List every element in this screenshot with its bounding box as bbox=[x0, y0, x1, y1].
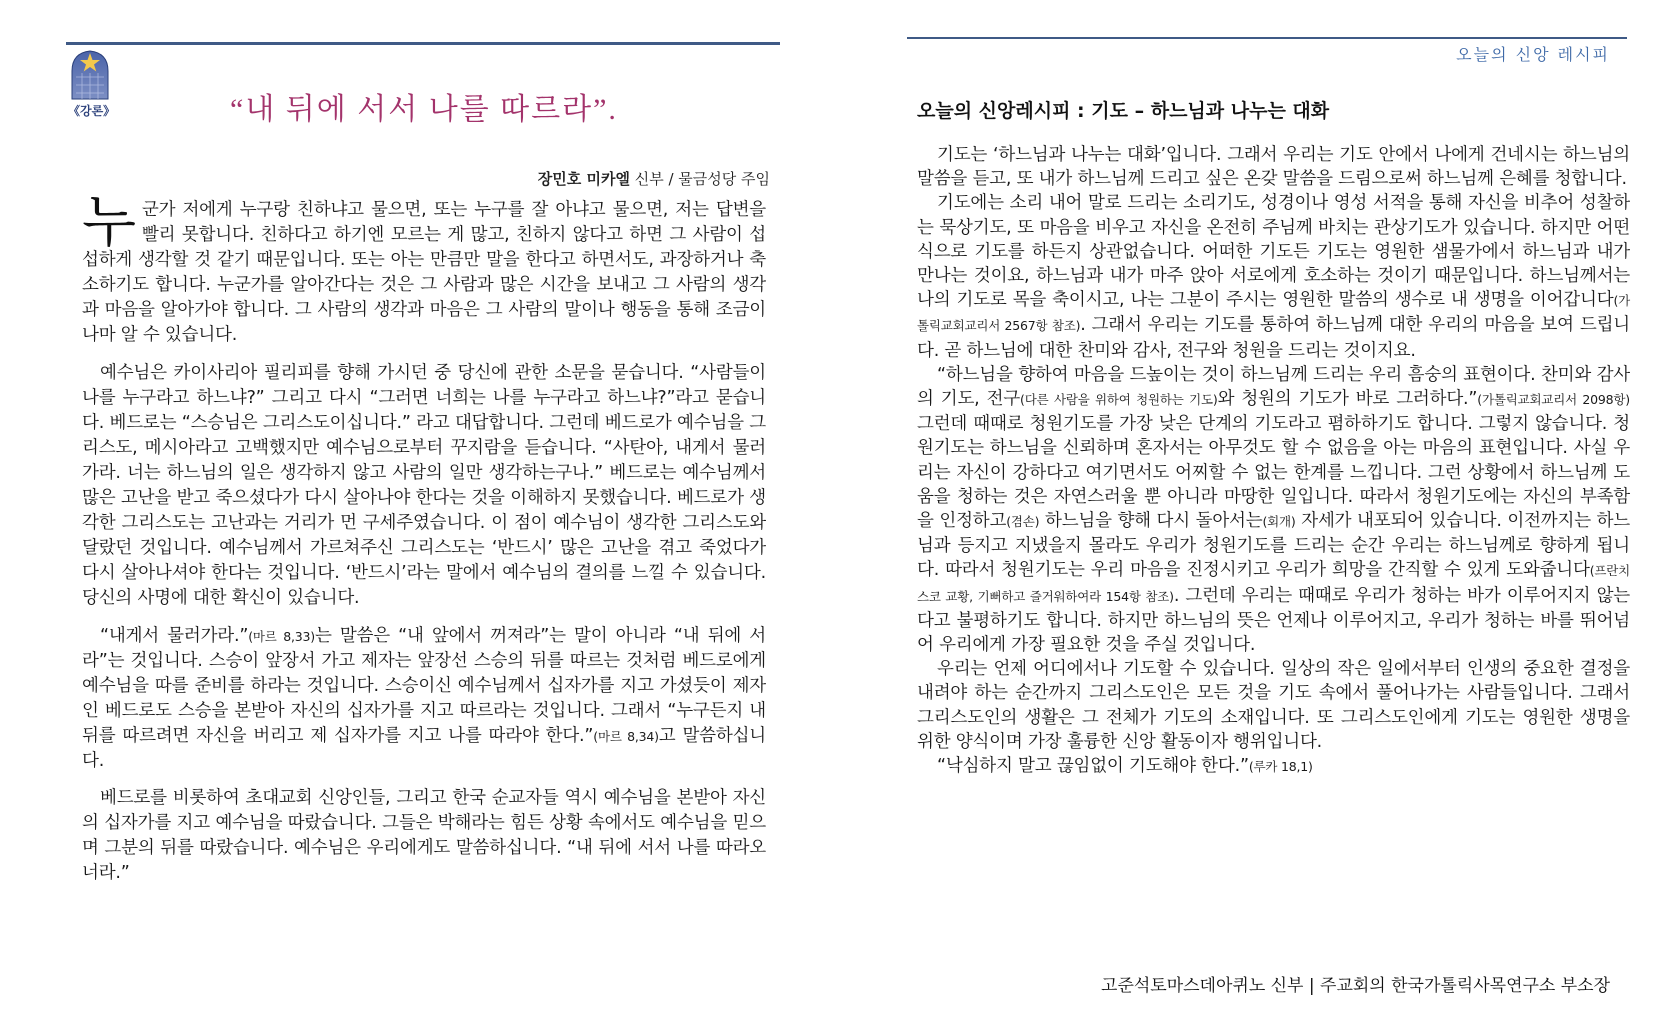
paragraph-text: “하느님을 향하여 마음을 드높이는 것이 하느님께 드리는 우리 흠숭의 표현이다. 찬미와 감사의 기도, 전구 bbox=[917, 364, 1630, 410]
paragraph bbox=[917, 143, 1630, 191]
drop-cap: 누 bbox=[82, 192, 136, 254]
paragraph bbox=[82, 786, 766, 886]
paragraph bbox=[82, 624, 766, 775]
logo-caption: 《강론》 bbox=[68, 104, 116, 118]
right-page bbox=[880, 0, 1680, 1020]
paragraph-text: “낙심하지 말고 끊임없이 기도해야 한다.” bbox=[937, 756, 1249, 777]
star-dome-icon bbox=[68, 47, 112, 103]
paragraph bbox=[917, 754, 1630, 779]
paragraph-text: 기도에는 소리 내어 말로 드리는 소리기도, 성경이나 영성 서적을 통해 자신을 비추어 성찰하는 묵상기도, 또 마음을 비우고 자신을 온전히 주님께 바치는 관상기도가 있습니다. 하지만 어떤 식으로 기도를 하든지 상관없습니다. 어떠한 기도든 기도는 영원한 샘물가에서 하느님과 내가 만나는 것이요, 하느님과 내가 마주 앉아 서로에게 호소하는 것이기 때문입니다. 하느님께서는 나의 기도로 목을 축이시고, 나는 그분이 주시는 영원한 말씀의 생수로 내 생명을 이어갑니다 bbox=[917, 193, 1630, 311]
byline bbox=[538, 168, 770, 189]
reference-citation: (다른 사람을 위하여 청원하는 기도) bbox=[1020, 392, 1218, 408]
section-heading: 오늘의 신앙레시피 : 기도 – 하느님과 나누는 대화 bbox=[917, 100, 1330, 122]
reference-citation: (가톨릭교회교리서 2098항) bbox=[1477, 392, 1630, 408]
paragraph-text: 하느님을 향해 다시 돌아서는 bbox=[1039, 511, 1263, 532]
paragraph bbox=[917, 657, 1630, 754]
paragraph-text: “내게서 물러가라.” bbox=[100, 625, 249, 646]
paragraph-text: 기도는 ‘하느님과 나누는 대화’입니다. 그래서 우리는 기도 안에서 나에게 건네시는 하느님의 말씀을 듣고, 또 내가 하느님께 드리고 싶은 온갖 말씀을 드림으로써 하느님께 은혜를 청합니다. bbox=[917, 145, 1630, 190]
paragraph-text: 와 청원의 기도가 바로 그러하다.” bbox=[1217, 389, 1478, 410]
homily-body bbox=[82, 192, 766, 898]
paragraph-text: 군가 저에게 누구랑 친하냐고 물으면, 또는 누구를 잘 아냐고 물으면, 저는 답변을 빨리 못합니다. 친하다고 하기엔 모르는 게 많고, 친하지 않다고 하면 그 사람이 섭섭하게 생각할 것 같기 때문입니다. 또는 아는 만큼만 말을 한다고 하면서도, 과장하거나 축소하기도 합니다. 누군가를 알아간다는 것은 그 사람과 많은 시간을 보내고 그 사람의 생각과 마음을 알아가야 합니다. 그 사람의 생각과 마음은 그 사람의 말이나 행동을 통해 조금이나마 알 수 있습니다. bbox=[82, 200, 766, 346]
paragraph-text: 베드로를 비롯하여 초대교회 신앙인들, 그리고 한국 순교자들 역시 예수님을 본받아 자신의 십자가를 지고 예수님을 따랐습니다. 그들은 박해라는 힘든 상황 속에서도 예수님을 믿으며 그분의 뒤를 따랐습니다. 예수님은 우리에게도 말씀하십니다. “내 뒤에 서서 나를 따라오너라.” bbox=[82, 788, 766, 884]
paragraph bbox=[82, 361, 766, 612]
top-rule-right bbox=[907, 37, 1627, 39]
reference-citation: (마르 8,34) bbox=[593, 728, 659, 744]
paragraph-text: 는 말씀은 “내 앞에서 꺼져라”는 말이 아니라 “내 뒤에 서라”는 것입니다. 스승이 앞장서 가고 제자는 앞장선 스승의 뒤를 따르는 것처럼 베드로에게 예수님을 따를 준비를 하라는 것입니다. 스승이신 예수님께서 십자가를 지고 가셨듯이 제자인 베드로도 스승을 본받아 자신의 십자가를 지고 따르라는 것입니다. 그래서 “누구든지 내 뒤를 따르려면 자신을 버리고 제 십자가를 지고 나를 따라야 한다.” bbox=[82, 625, 766, 746]
author-signature: 고준석토마스데아퀴노 신부 | 주교회의 한국가톨릭사목연구소 부소장 bbox=[1101, 976, 1610, 996]
paragraph-text: 그런데 때때로 청원기도를 가장 낮은 단계의 기도라고 폄하하기도 합니다. 그렇지 않습니다. 청원기도는 하느님을 신뢰하며 혼자서는 아무것도 할 수 없음을 아는 마음의 표현입니다. 사실 우리는 자신이 강하다고 여기면서도 어찌할 수 없는 한계를 느낍니다. 그런 상황에서 하느님께 도움을 청하는 것은 자연스러울 뿐 아니라 마땅한 일입니다. 따라서 청원기도에는 자신의 부족함을 인정하고 bbox=[917, 414, 1630, 532]
paragraph-text: 우리는 언제 어디에서나 기도할 수 있습니다. 일상의 작은 일에서부터 인생의 중요한 결정을 내려야 하는 순간까지 그리스도인은 모든 것을 기도 속에서 풀어나가는 사람들입니다. 그래서 그리스도인의 생활은 그 전체가 기도의 소재입니다. 또 그리스도인에게 기도는 영원한 생명을 위한 양식이며 가장 훌륭한 신앙 활동이자 행위입니다. bbox=[917, 659, 1630, 752]
paragraph bbox=[917, 191, 1630, 362]
top-rule bbox=[66, 42, 780, 45]
paragraph bbox=[917, 363, 1630, 657]
paragraph-text: . 그래서 우리는 기도를 통하여 하느님께 대한 우리의 마음을 보여 드립니다. 곧 하느님에 대한 찬미와 감사, 전구와 청원을 드리는 것이지요. bbox=[917, 315, 1630, 361]
reference-citation: (마르 8,33) bbox=[248, 628, 315, 644]
reference-citation: (프란치스코 교황, 기뻐하고 즐거워하여라 154항 참조) bbox=[917, 563, 1630, 604]
left-page bbox=[0, 0, 820, 1020]
author-role: 신부 / 물금성당 주임 bbox=[629, 170, 770, 188]
running-head: 오늘의 신앙 레시피 bbox=[1456, 45, 1610, 64]
homily-title: “내 뒤에 서서 나를 따르라”. bbox=[230, 93, 618, 126]
reference-citation: (루카 18,1) bbox=[1248, 759, 1313, 775]
paragraph-text: . 그런데 우리는 때때로 우리가 청하는 바가 이루어지지 않는다고 불평하기도 합니다. 하지만 하느님의 뜻은 언제나 이루어지고, 우리가 청하는 바를 뛰어넘어 우리에게 가장 필요한 것을 주실 것입니다. bbox=[917, 585, 1631, 656]
paragraph-text: 고 말씀하십니다. bbox=[82, 725, 766, 771]
reference-citation: (겸손) bbox=[1006, 514, 1040, 530]
paragraph-text: 자세가 내포되어 있습니다. 이전까지는 하느님과 등지고 지냈을지 몰라도 우리가 청원기도를 드리는 순간 우리는 하느님께로 향하게 됩니다. 따라서 청원기도는 우리 마음을 진정시키고 우리가 희망을 간직할 수 있게 도와줍니다 bbox=[917, 511, 1630, 581]
reference-citation: (회개) bbox=[1262, 514, 1296, 530]
homily-logo bbox=[68, 47, 116, 118]
recipe-body bbox=[917, 143, 1630, 779]
paragraph-text: 예수님은 카이사리아 필리피를 향해 가시던 중 당신에 관한 소문을 묻습니다. “사람들이 나를 누구라고 하느냐?” 그리고 다시 “그러면 너희는 나를 누구라고 하느냐?”라고 묻습니다. 베드로는 “스승님은 그리스도이십니다.” 라고 대답합니다. 그런데 베드로가 예수님을 그리스도, 메시아라고 고백했지만 예수님으로부터 꾸지람을 듣습니다. “사탄아, 내게서 물러가라. 너는 하느님의 일은 생각하지 않고 사람의 일만 생각하는구나.” 베드로는 예수님께서 많은 고난을 받고 죽으셨다가 다시 살아나야 한다는 것을 이해하지 못했습니다. 베드로가 생각한 그리스도는 고난과는 거리가 먼 구세주였습니다. 이 점이 예수님이 생각한 그리스도와 달랐던 것입니다. 예수님께서 가르쳐주신 그리스도는 ‘반드시’ 많은 고난을 겪고 죽었다가 다시 살아나셔야 한다는 것입니다. ‘반드시’라는 말에서 예수님의 결의를 느낄 수 있습니다. 당신의 사명에 대한 확신이 있습니다. bbox=[82, 362, 766, 609]
reference-citation: (가톨릭교회교리서 2567항 참조) bbox=[917, 293, 1630, 334]
paragraph bbox=[82, 192, 766, 349]
author-name: 장민호 미카엘 bbox=[537, 170, 630, 188]
